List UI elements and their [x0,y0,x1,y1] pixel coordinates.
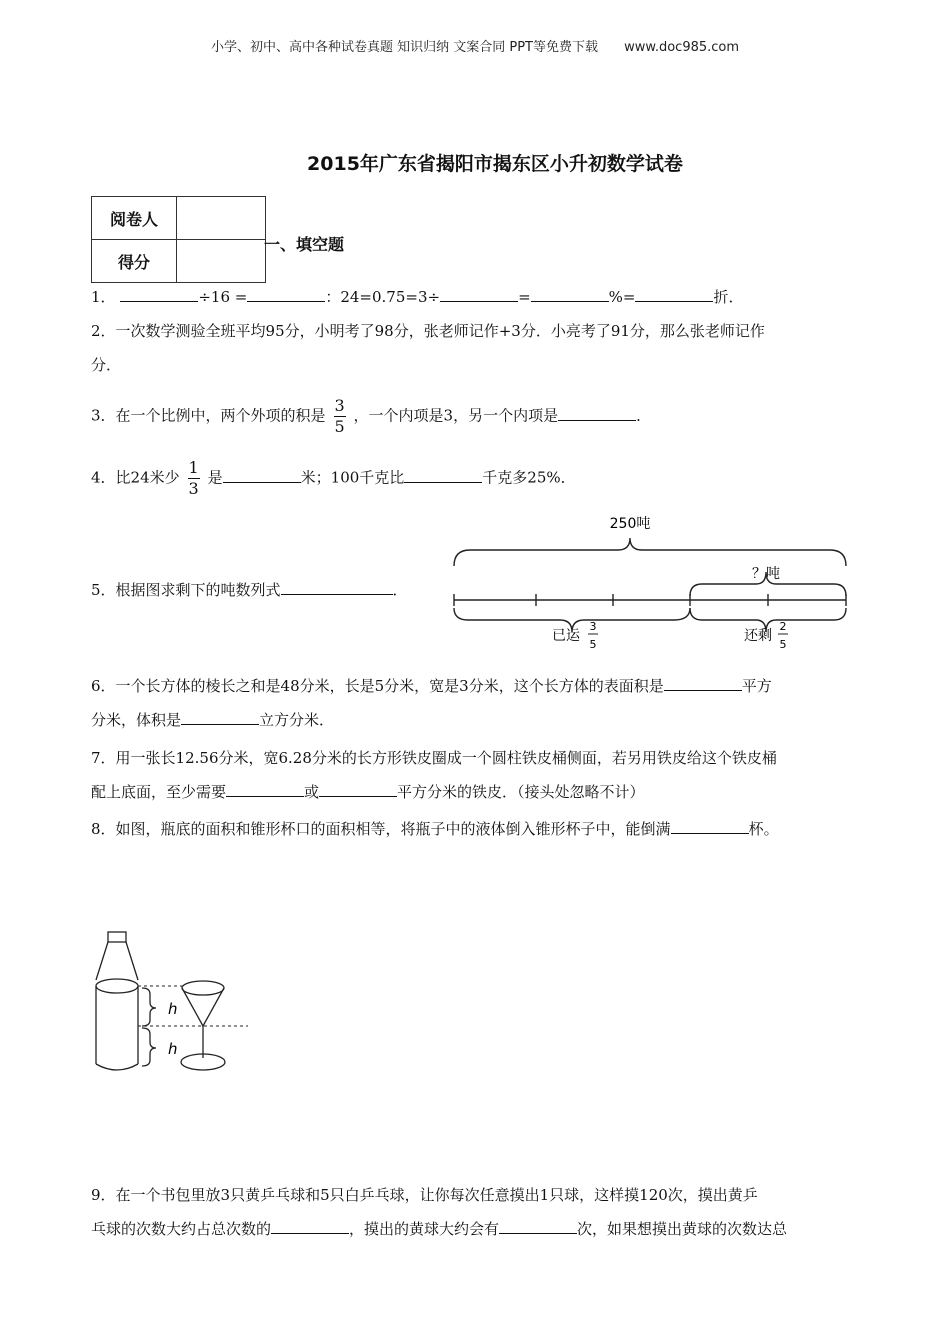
remaining-den: 5 [779,638,787,651]
answer-blank[interactable] [671,816,749,834]
total-brace [454,538,846,566]
header-text: 小学、初中、高中各种试卷真题 知识归纳 文案合同 PPT等免费下载 [210,40,598,55]
question-7: 7．用一张长12.56分米，宽6.28分米的长方形铁皮圈成一个圆柱铁皮桶侧面，若另用铁皮给这个铁皮桶 配上底面，至少需要 或 平方分米的铁皮．（接头处忽略不计） [91,749,777,801]
question-4: 4．比24米少 $\frac{1}{3}$ 是 米；100千克比 千克多25%． [91,458,576,498]
grader-label: 阅卷人 [92,197,177,240]
page-header [0,36,950,55]
answer-blank[interactable] [120,284,198,302]
remaining-num: 2 [779,620,787,633]
answer-blank[interactable] [440,284,518,302]
bottle-neck [96,942,138,980]
question-9: 9．在一个书包里放3只黄乒乓球和5只白乒乓球，让你每次任意摸出1只球，这样摸120次，摸出黄乒 乓球的次数大约占总次数的 ，摸出的黄球大约会有 次，如果想摸出黄球的次数达总 [91,1186,788,1238]
answer-blank[interactable] [499,1216,577,1234]
answer-blank[interactable] [404,465,482,483]
grader-cell[interactable] [177,197,266,240]
page-title: 2015年广东省揭阳市揭东区小升初数学试卷 [307,153,683,175]
answer-blank[interactable] [531,284,609,302]
fraction-1-3: $\frac{1}{3}$ [188,458,199,498]
answer-blank[interactable] [558,403,636,421]
shipped-den: 5 [589,638,597,651]
answer-blank[interactable] [319,779,397,797]
score-table [91,196,266,283]
fraction-3-5: $\frac{3}{5}$ [334,396,345,436]
total-label: 250吨 [609,516,651,532]
cone-top [182,981,224,995]
score-cell[interactable] [177,240,266,283]
answer-blank[interactable] [226,779,304,797]
shipped-label: 已运 [552,628,580,644]
question-6: 6．一个长方体的棱长之和是48分米，长是5分米，宽是3分米，这个长方体的表面积是 平方 分米，体积是 立方分米． [91,669,881,737]
height-label-bottom: h [168,1040,178,1058]
height-label-top: h [168,1000,178,1018]
question-3: 3．在一个比例中，两个外项的积是 $\frac{3}{5}$ ，一个内项是3，另一个内项是 ． [91,396,652,436]
remaining-label: 还剩 [744,628,772,644]
tonnage-diagram [448,508,858,656]
bottle-cap [108,932,126,942]
answer-blank[interactable] [635,284,713,302]
unknown-label: ？吨 [752,566,780,582]
shipped-num: 3 [589,620,597,633]
section-heading: 一、填空题 [264,235,345,254]
bottle-cone-diagram [88,928,258,1078]
answer-blank[interactable] [664,673,742,691]
question-8: 8．如图，瓶底的面积和锥形杯口的面积相等，将瓶子中的液体倒入锥形杯子中，能倒满 杯。 [91,812,881,846]
answer-blank[interactable] [181,707,259,725]
answer-blank[interactable] [247,284,325,302]
answer-blank[interactable] [223,465,301,483]
score-label: 得分 [92,240,177,283]
question-2: 2．一次数学测验全班平均95分，小明考了98分，张老师记作+3分．小亮考了91分，那么张老师记作 分． [91,322,765,374]
answer-blank[interactable] [271,1216,349,1234]
question-5: 5．根据图求剩下的吨数列式 ． [91,573,881,607]
header-url[interactable]: www.doc985.com [624,40,740,55]
answer-blank[interactable] [281,577,393,595]
question-1: 1． ÷16 = ：24=0.75=3÷ = %= 折． [91,280,881,314]
